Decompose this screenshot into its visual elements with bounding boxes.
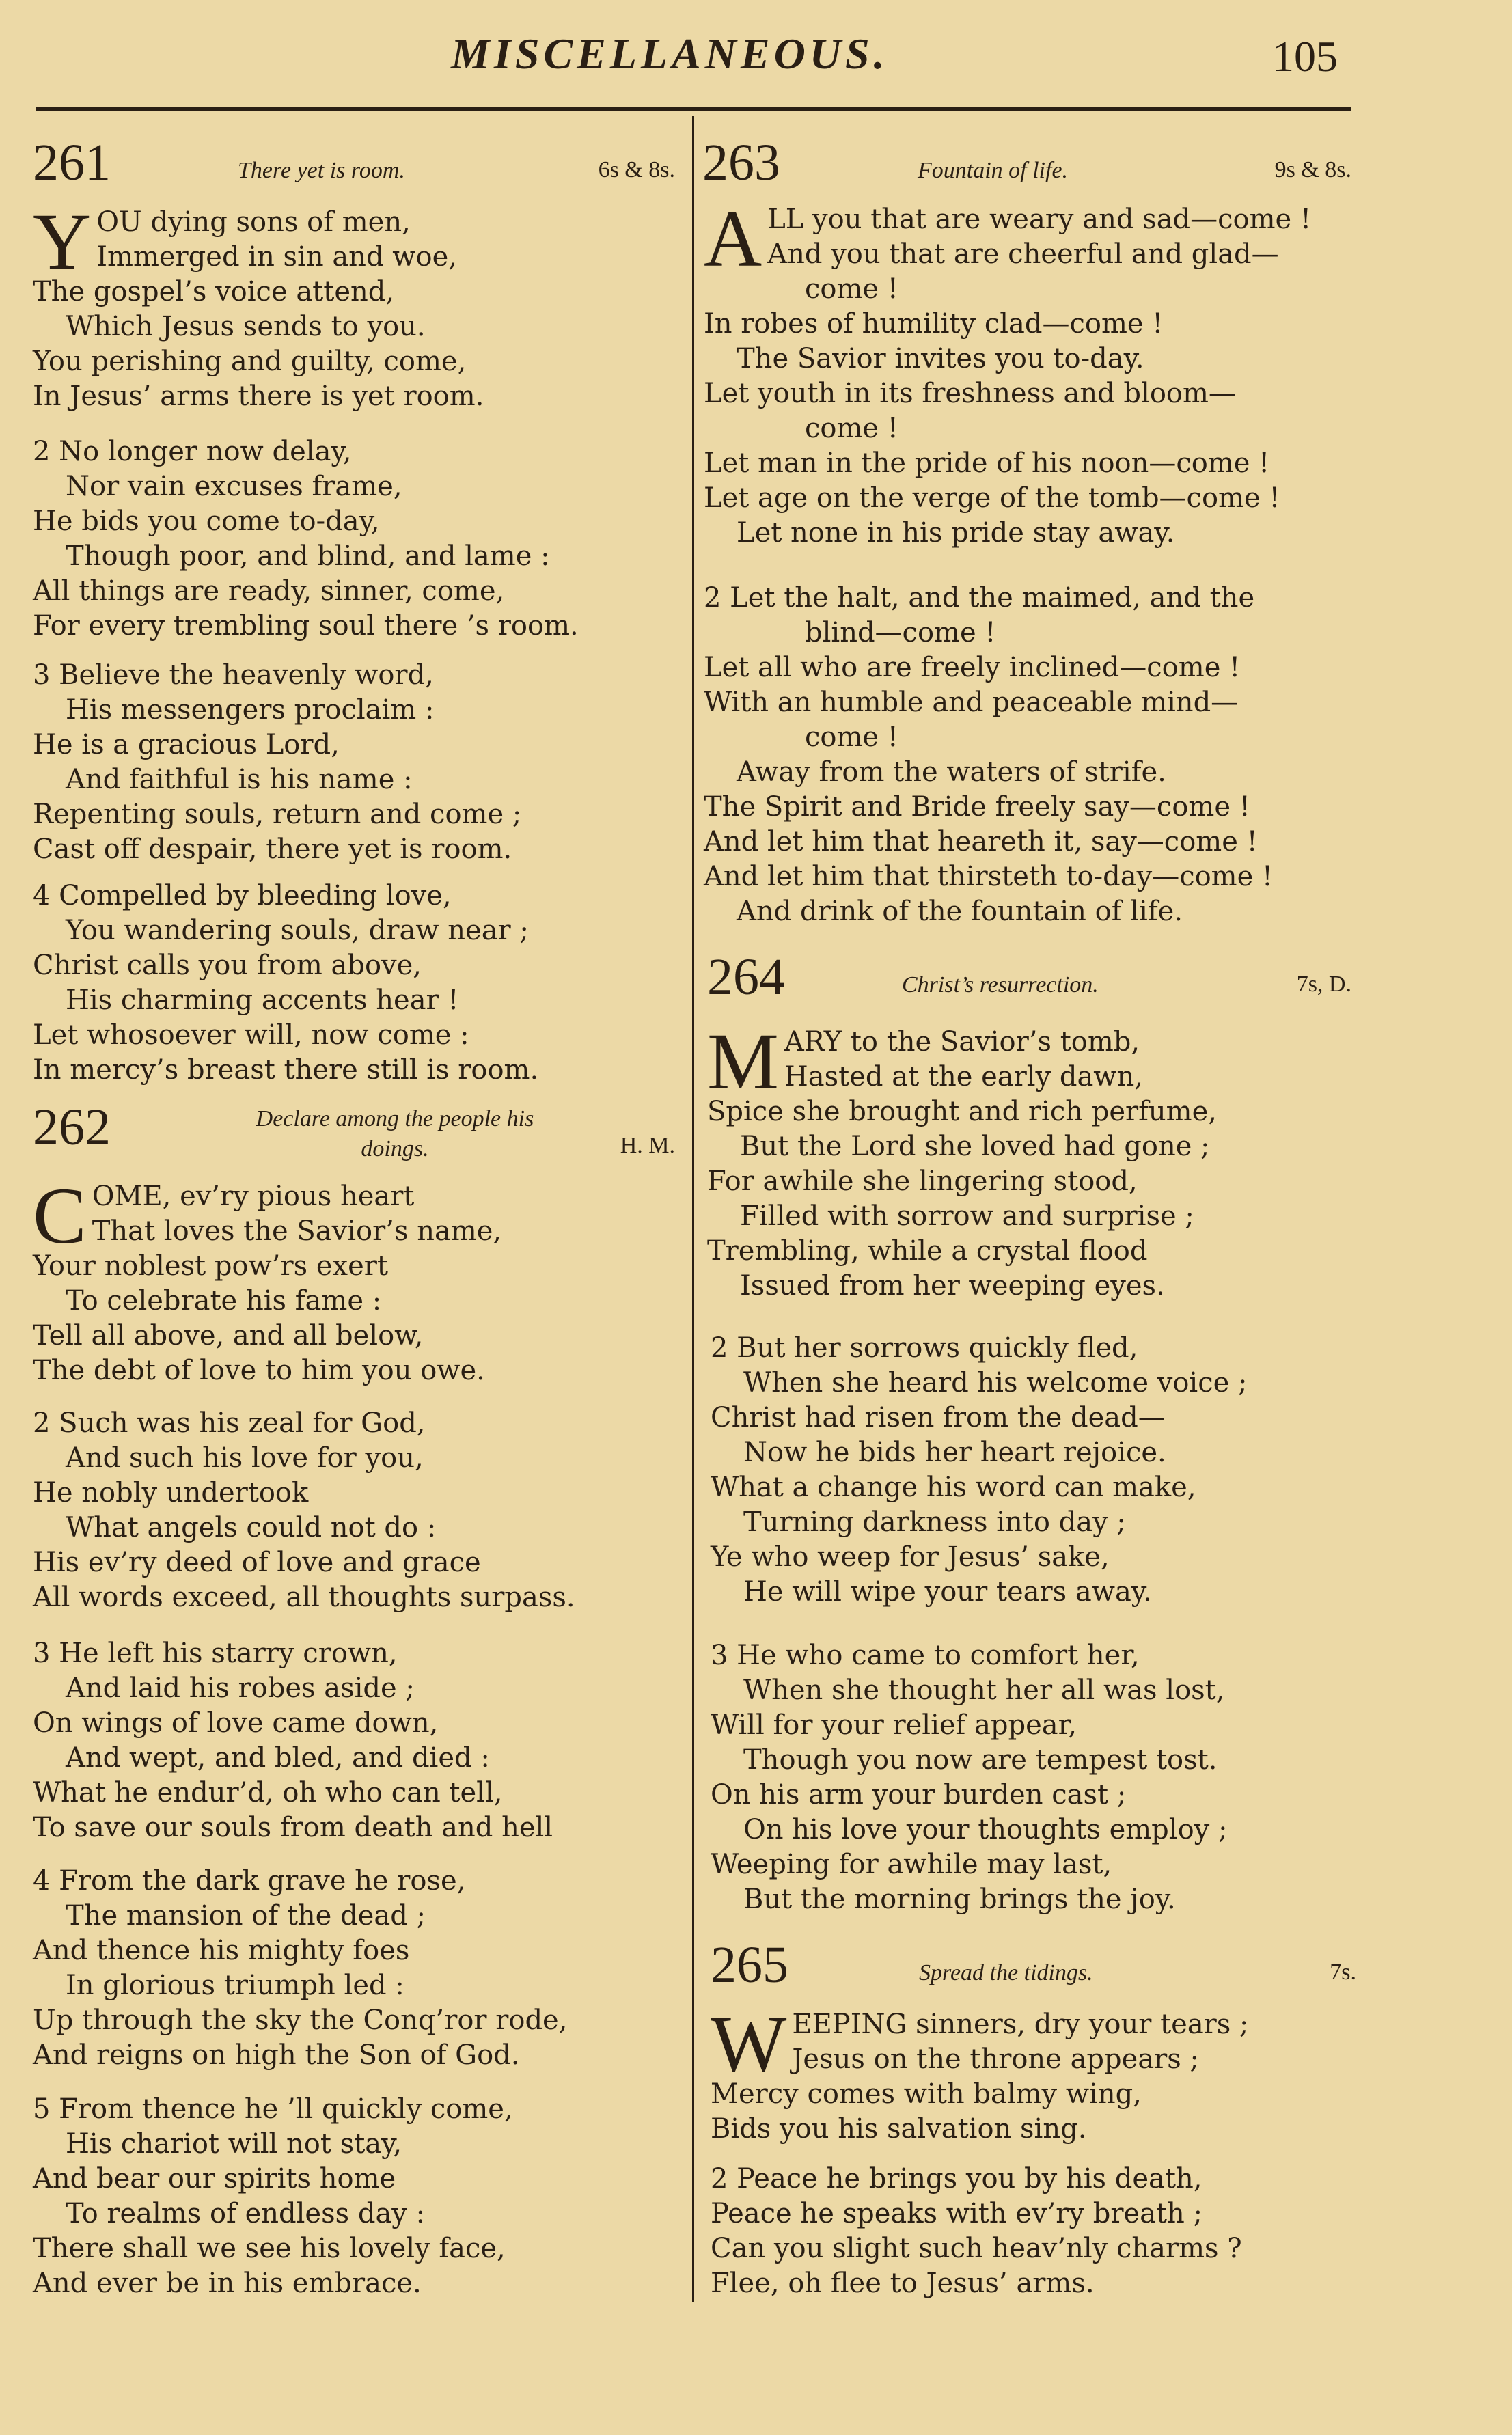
verse-line: For every trembling soul there ’s room. bbox=[33, 610, 579, 642]
verse-line: Let man in the pride of his noon—come ! bbox=[704, 448, 1270, 479]
verse-line: His messengers proclaim : bbox=[66, 694, 435, 726]
hymn-meter: 7s, D. bbox=[1296, 972, 1351, 997]
verse-line: 4 Compelled by bleeding love, bbox=[33, 880, 452, 911]
verse-line: And ever be in his embrace. bbox=[33, 2268, 422, 2299]
verse-line: EEPING sinners, dry your tears ; bbox=[792, 2009, 1249, 2040]
verse-line: 2 Peace he brings you by his death, bbox=[711, 2163, 1202, 2195]
hymn-263-stanza-2 bbox=[704, 581, 1273, 929]
verse-line: 3 Believe the heavenly word, bbox=[33, 659, 434, 691]
verse-line: Cast off despair, there yet is room. bbox=[33, 834, 512, 865]
verse-line: OME, ev’ry pious heart bbox=[92, 1181, 415, 1212]
verse-line: Issued from her weeping eyes. bbox=[740, 1270, 1165, 1302]
verse-line: come ! bbox=[805, 721, 898, 753]
hymn-meter: 9s & 8s. bbox=[1274, 157, 1351, 182]
verse-line: His ev’ry deed of love and grace bbox=[33, 1547, 481, 1578]
hymn-meter: H. M. bbox=[620, 1133, 675, 1158]
hymn-264-stanza-2 bbox=[711, 1331, 1247, 1610]
verse-line: In Jesus’ arms there is yet room. bbox=[33, 381, 484, 412]
verse-line: You wandering souls, draw near ; bbox=[66, 915, 529, 946]
header-rule bbox=[36, 107, 1351, 111]
verse-line: 4 From the dark grave he rose, bbox=[33, 1865, 466, 1897]
verse-line: Christ calls you from above, bbox=[33, 950, 422, 981]
hymn-262-stanza-2 bbox=[33, 1406, 575, 1615]
verse-line: And you that are cheerful and glad— bbox=[767, 238, 1279, 270]
verse-line: Tell all above, and all below, bbox=[33, 1320, 424, 1351]
verse-line: What he endur’d, oh who can tell, bbox=[33, 1777, 503, 1808]
verse-line: That loves the Savior’s name, bbox=[92, 1215, 502, 1247]
hymn-262-stanza-1 bbox=[33, 1171, 502, 1388]
hymn-meter: 7s. bbox=[1330, 1959, 1356, 1985]
verse-line: In mercy’s breast there still is room. bbox=[33, 1054, 539, 1086]
verse-line: Filled with sorrow and surprise ; bbox=[740, 1200, 1194, 1232]
verse-line: 5 From thence he ’ll quickly come, bbox=[33, 2093, 513, 2125]
verse-line: All things are ready, sinner, come, bbox=[33, 575, 505, 607]
verse-line: And let him that thirsteth to-day—come ! bbox=[704, 861, 1274, 892]
verse-line: Let none in his pride stay away. bbox=[737, 517, 1175, 549]
verse-line: His chariot will not stay, bbox=[66, 2128, 402, 2160]
verse-line: Turning darkness into day ; bbox=[743, 1507, 1126, 1538]
verse-line: In robes of humility clad—come ! bbox=[704, 308, 1164, 340]
verse-line: Hasted at the early dawn, bbox=[784, 1061, 1144, 1092]
hymn-number: 261 bbox=[33, 134, 111, 191]
verse-line: The gospel’s voice attend, bbox=[33, 276, 395, 307]
hymn-title: There yet is room. bbox=[238, 158, 405, 183]
verse-line: ARY to the Savior’s tomb, bbox=[784, 1026, 1140, 1058]
hymn-262-stanza-4 bbox=[33, 1864, 567, 2073]
verse-line: Which Jesus sends to you. bbox=[66, 311, 426, 342]
hymn-title: Spread the tidings. bbox=[919, 1960, 1093, 1985]
verse-line: And such his love for you, bbox=[66, 1442, 424, 1474]
verse-line: come ! bbox=[805, 273, 898, 305]
verse-line: Will for your relief appear, bbox=[711, 1709, 1077, 1741]
hymn-265-stanza-2 bbox=[711, 2162, 1242, 2301]
verse-line: Up through the sky the Conq’ror rode, bbox=[33, 2005, 568, 2036]
verse-line: 2 But her sorrows quickly fled, bbox=[711, 1332, 1138, 1364]
verse-line: All words exceed, all thoughts surpass. bbox=[33, 1582, 575, 1613]
verse-line: On his arm your burden cast ; bbox=[711, 1779, 1127, 1811]
verse-line: Nor vain excuses frame, bbox=[66, 471, 402, 502]
column-divider bbox=[692, 116, 694, 2302]
verse-line: Your noblest pow’rs exert bbox=[33, 1250, 388, 1282]
hymn-title-line: doings. bbox=[361, 1136, 429, 1161]
verse-line: And faithful is his name : bbox=[66, 764, 413, 795]
verse-line: Flee, oh flee to Jesus’ arms. bbox=[711, 2268, 1095, 2299]
verse-line: In glorious triumph led : bbox=[66, 1970, 404, 2001]
verse-line: On his love your thoughts employ ; bbox=[743, 1814, 1228, 1845]
drop-cap: A bbox=[704, 194, 762, 284]
verse-line: What a change his word can make, bbox=[711, 1472, 1196, 1503]
verse-line: Let all who are freely inclined—come ! bbox=[704, 652, 1241, 683]
verse-line: And bear our spirits home bbox=[33, 2163, 396, 2195]
hymn-number: 263 bbox=[702, 134, 780, 191]
hymn-title: Fountain of life. bbox=[918, 158, 1069, 183]
hymn-261-stanza-1 bbox=[33, 197, 484, 414]
verse-line: 2 No longer now delay, bbox=[33, 436, 352, 467]
hymn-262-stanza-5 bbox=[33, 2092, 513, 2301]
verse-line: Bids you his salvation sing. bbox=[711, 2113, 1087, 2145]
verse-line: Can you slight such heav’nly charms ? bbox=[711, 2233, 1242, 2264]
verse-line: blind—come ! bbox=[805, 617, 996, 648]
hymn-261-header bbox=[33, 134, 675, 198]
verse-line: And thence his mighty foes bbox=[33, 1935, 410, 1966]
verse-line: But the Lord she loved had gone ; bbox=[740, 1131, 1210, 1162]
drop-cap: C bbox=[33, 1171, 87, 1261]
hymn-265-stanza-1 bbox=[711, 1999, 1249, 2147]
verse-line: The Savior invites you to-day. bbox=[737, 343, 1144, 374]
verse-line: And wept, and bled, and died : bbox=[66, 1742, 490, 1774]
hymn-number: 264 bbox=[707, 948, 785, 1006]
verse-line: And drink of the fountain of life. bbox=[737, 896, 1183, 927]
drop-cap: Y bbox=[33, 197, 92, 286]
verse-line: For awhile she lingering stood, bbox=[707, 1166, 1138, 1197]
verse-line: When she thought her all was lost, bbox=[743, 1675, 1225, 1706]
verse-line: To save our souls from death and hell bbox=[33, 1812, 553, 1843]
hymn-meter: 6s & 8s. bbox=[598, 157, 675, 182]
hymn-title bbox=[163, 1104, 627, 1164]
hymn-number: 265 bbox=[711, 1936, 788, 1994]
verse-line: Trembling, while a crystal flood bbox=[707, 1235, 1148, 1267]
hymn-title-line: Declare among the people his bbox=[256, 1106, 534, 1131]
verse-line: Mercy comes with balmy wing, bbox=[711, 2078, 1142, 2110]
verse-line: come ! bbox=[805, 413, 898, 444]
verse-line: 2 Such was his zeal for God, bbox=[33, 1407, 426, 1439]
hymn-263-stanza-1 bbox=[704, 194, 1312, 551]
page-number: 105 bbox=[1272, 32, 1338, 81]
verse-line: He nobly undertook bbox=[33, 1477, 309, 1509]
verse-line: OU dying sons of men, bbox=[96, 206, 411, 238]
verse-line: LL you that are weary and sad—come ! bbox=[767, 204, 1312, 235]
verse-line: Christ had risen from the dead— bbox=[711, 1402, 1166, 1433]
verse-line: He is a gracious Lord, bbox=[33, 729, 340, 760]
hymn-262-header bbox=[33, 1101, 675, 1163]
verse-line: The Spirit and Bride freely say—come ! bbox=[704, 791, 1250, 823]
verse-line: What angels could not do : bbox=[66, 1512, 437, 1543]
verse-line: When she heard his welcome voice ; bbox=[743, 1367, 1248, 1399]
verse-line: But the morning brings the joy. bbox=[743, 1884, 1176, 1915]
verse-line: Immerged in sin and woe, bbox=[96, 241, 457, 273]
verse-line: Repenting souls, return and come ; bbox=[33, 799, 522, 830]
hymn-title: Christ’s resurrection. bbox=[902, 972, 1099, 998]
verse-line: 2 Let the halt, and the maimed, and the bbox=[704, 582, 1255, 614]
verse-line: There shall we see his lovely face, bbox=[33, 2233, 506, 2264]
hymn-261-stanza-4 bbox=[33, 879, 538, 1088]
hymn-264-header bbox=[707, 948, 1351, 1013]
verse-line: And let him that heareth it, say—come ! bbox=[704, 826, 1258, 857]
hymn-264-stanza-1 bbox=[707, 1017, 1217, 1304]
verse-line: 3 He who came to comfort her, bbox=[711, 1640, 1140, 1671]
verse-line: His charming accents hear ! bbox=[66, 985, 459, 1016]
verse-line: He bids you come to-day, bbox=[33, 506, 380, 537]
verse-line: Jesus on the throne appears ; bbox=[792, 2044, 1199, 2075]
verse-line: Now he bids her heart rejoice. bbox=[743, 1437, 1166, 1468]
verse-line: You perishing and guilty, come, bbox=[33, 346, 467, 377]
drop-cap: M bbox=[707, 1017, 779, 1106]
hymn-number: 262 bbox=[33, 1099, 111, 1156]
verse-line: To realms of endless day : bbox=[66, 2198, 426, 2229]
verse-line: Peace he speaks with ev’ry breath ; bbox=[711, 2198, 1202, 2229]
verse-line: The mansion of the dead ; bbox=[66, 1900, 426, 1931]
page-header-title: MISCELLANEOUS. bbox=[451, 29, 889, 78]
hymn-263-header bbox=[702, 134, 1351, 198]
verse-line: Let age on the verge of the tomb—come ! bbox=[704, 482, 1280, 514]
verse-line: Spice she brought and rich perfume, bbox=[707, 1096, 1217, 1127]
hymn-261-stanza-2 bbox=[33, 435, 579, 644]
verse-line: Though poor, and blind, and lame : bbox=[66, 540, 550, 572]
verse-line: And reigns on high the Son of God. bbox=[33, 2039, 520, 2071]
verse-line: To celebrate his fame : bbox=[66, 1285, 382, 1317]
verse-line: Though you now are tempest tost. bbox=[743, 1744, 1218, 1776]
hymn-265-header bbox=[711, 1936, 1356, 2000]
verse-line: Let whosoever will, now come : bbox=[33, 1019, 469, 1051]
verse-line: Away from the waters of strife. bbox=[737, 756, 1166, 788]
verse-line: On wings of love came down, bbox=[33, 1707, 439, 1739]
verse-line: The debt of love to him you owe. bbox=[33, 1355, 485, 1386]
hymn-261-stanza-3 bbox=[33, 658, 521, 867]
verse-line: He will wipe your tears away. bbox=[743, 1576, 1152, 1608]
verse-line: Ye who weep for Jesus’ sake, bbox=[711, 1541, 1110, 1573]
verse-line: 3 He left his starry crown, bbox=[33, 1638, 398, 1669]
verse-line: With an humble and peaceable mind— bbox=[704, 687, 1239, 718]
verse-line: Weeping for awhile may last, bbox=[711, 1849, 1112, 1880]
hymn-262-stanza-3 bbox=[33, 1636, 553, 1845]
hymn-264-stanza-3 bbox=[711, 1638, 1227, 1917]
drop-cap: W bbox=[711, 1999, 787, 2089]
verse-line: And laid his robes aside ; bbox=[66, 1673, 415, 1704]
verse-line: Let youth in its freshness and bloom— bbox=[704, 378, 1236, 409]
